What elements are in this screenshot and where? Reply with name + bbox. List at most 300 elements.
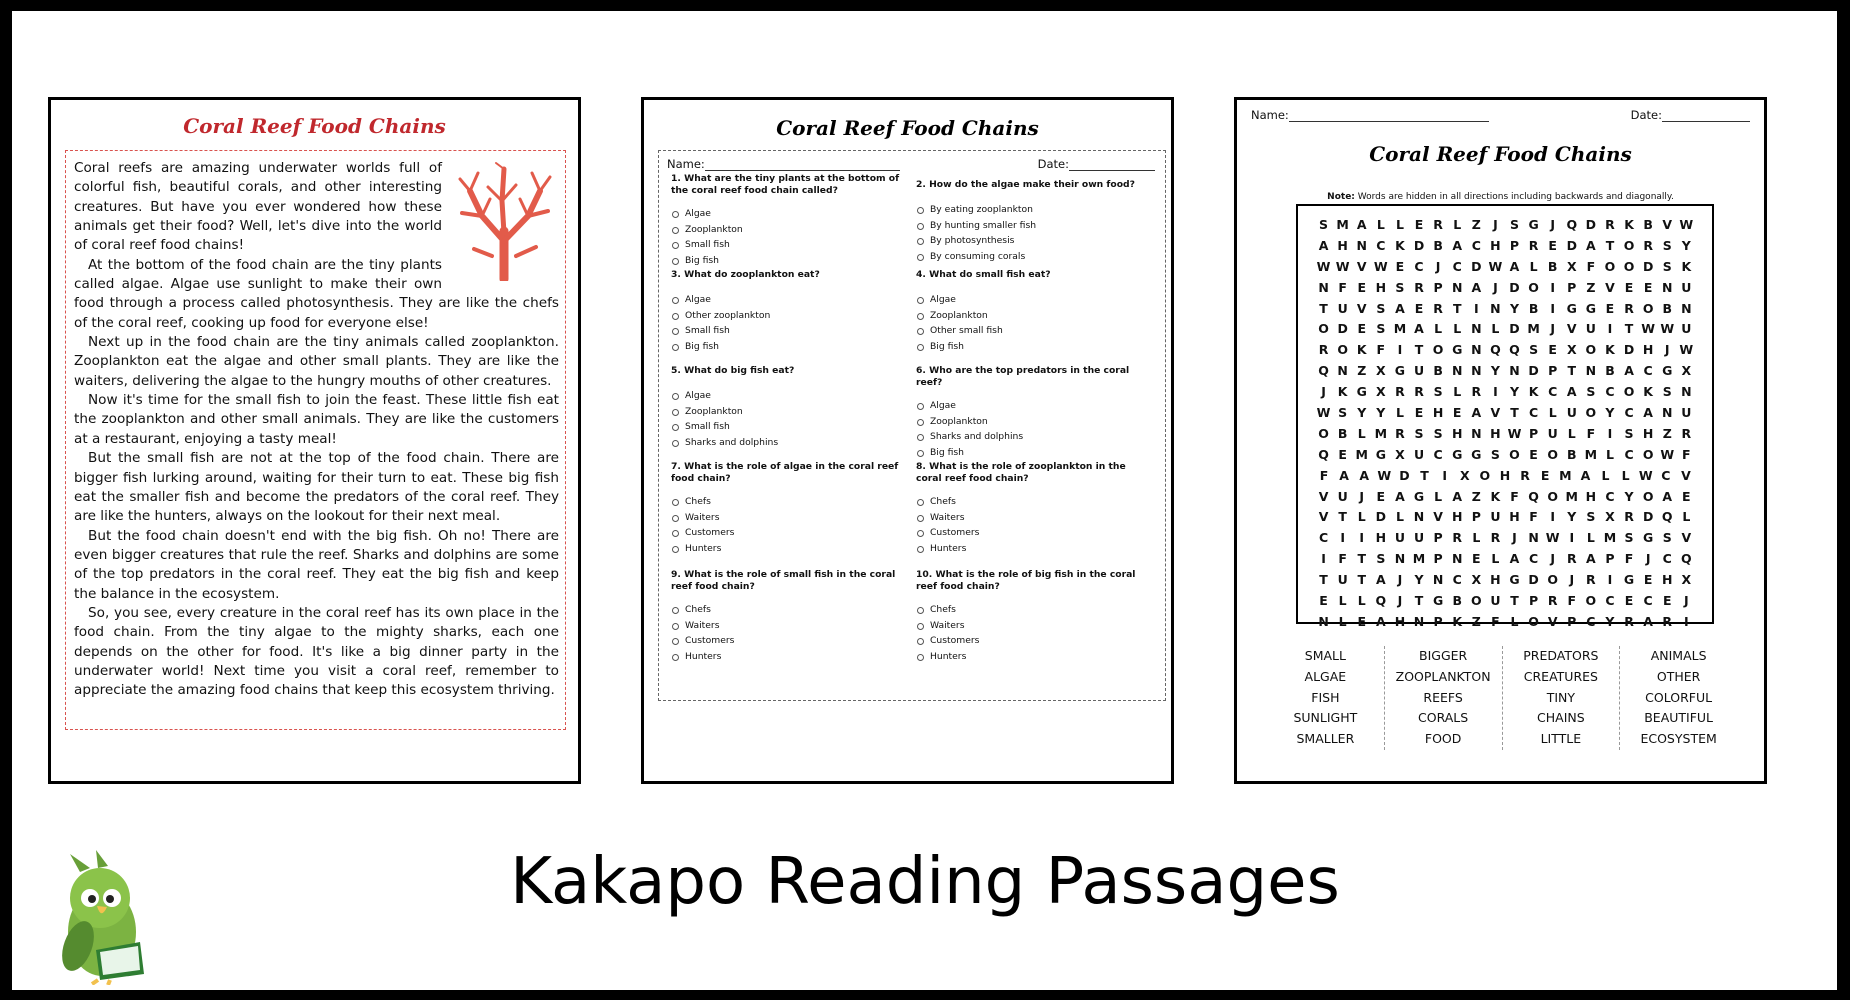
grid-letter[interactable]: R	[1414, 279, 1424, 295]
grid-letter[interactable]: U	[1413, 446, 1425, 462]
grid-letter[interactable]: C	[1624, 446, 1634, 462]
grid-letter[interactable]: H	[1490, 425, 1501, 441]
grid-letter[interactable]: H	[1662, 572, 1673, 588]
letter-grid[interactable]	[1296, 204, 1714, 629]
grid-letter[interactable]: B	[1433, 237, 1443, 253]
grid-letter[interactable]: N	[1451, 279, 1463, 295]
grid-letter[interactable]: A	[1580, 467, 1591, 483]
grid-letter[interactable]: X	[1681, 572, 1692, 588]
grid-letter[interactable]: C	[1471, 237, 1481, 253]
grid-letter[interactable]: R	[1528, 237, 1539, 253]
grid-letter[interactable]: D	[1413, 237, 1425, 253]
grid-letter[interactable]: L	[1434, 488, 1443, 504]
grid-letter[interactable]: R	[1662, 613, 1673, 629]
grid-letter[interactable]: P	[1528, 425, 1539, 441]
grid-letter[interactable]: Q	[1490, 342, 1501, 358]
grid-letter[interactable]: B	[1528, 300, 1539, 316]
grid-letter[interactable]: N	[1662, 279, 1673, 295]
grid-letter[interactable]: G	[1662, 363, 1673, 379]
grid-letter[interactable]: N	[1413, 613, 1425, 629]
grid-letter[interactable]: H	[1642, 342, 1654, 358]
grid-letter[interactable]: D	[1642, 258, 1654, 274]
grid-letter[interactable]: C	[1452, 572, 1462, 588]
grid-letter[interactable]: H	[1375, 530, 1387, 546]
grid-letter[interactable]: E	[1624, 592, 1634, 608]
grid-letter[interactable]: X	[1605, 509, 1615, 525]
grid-letter[interactable]: E	[1472, 551, 1481, 567]
grid-letter[interactable]: A	[1471, 404, 1482, 420]
grid-letter[interactable]: Q	[1375, 592, 1387, 608]
grid-letter[interactable]: L	[1682, 509, 1691, 525]
grid-letter[interactable]: J	[1493, 216, 1498, 232]
grid-letter[interactable]: R	[1605, 216, 1615, 232]
grid-letter[interactable]: H	[1451, 425, 1463, 441]
grid-letter[interactable]: Q	[1509, 342, 1520, 358]
grid-letter[interactable]: R	[1395, 384, 1405, 400]
grid-letter[interactable]: O	[1604, 258, 1616, 274]
grid-letter[interactable]: C	[1605, 488, 1615, 504]
grid-letter[interactable]: A	[1586, 551, 1596, 567]
grid-letter[interactable]: R	[1624, 613, 1634, 629]
grid-letter[interactable]: J	[1397, 572, 1403, 588]
grid-letter[interactable]: D	[1528, 363, 1539, 379]
grid-letter[interactable]: L	[1338, 613, 1347, 629]
grid-letter[interactable]: H	[1509, 509, 1520, 525]
grid-letter[interactable]: R	[1490, 530, 1501, 546]
grid-letter[interactable]: Y	[1490, 363, 1500, 379]
answer-option[interactable]: Algae	[916, 292, 1148, 308]
grid-letter[interactable]: A	[1566, 384, 1577, 400]
grid-letter[interactable]: F	[1491, 613, 1500, 629]
grid-letter[interactable]: R	[1566, 551, 1577, 567]
grid-letter[interactable]: W	[1488, 258, 1503, 274]
grid-letter[interactable]: G	[1471, 446, 1482, 462]
grid-letter[interactable]: Y	[1605, 613, 1615, 629]
grid-letter[interactable]: O	[1528, 279, 1539, 295]
grid-letter[interactable]: C	[1643, 592, 1653, 608]
answer-option[interactable]: Waiters	[671, 618, 903, 634]
grid-letter[interactable]: W	[1316, 258, 1331, 274]
grid-letter[interactable]: U	[1394, 530, 1405, 546]
answer-option[interactable]: Waiters	[671, 510, 903, 526]
grid-letter[interactable]: R	[1452, 530, 1463, 546]
grid-letter[interactable]: B	[1337, 425, 1348, 441]
grid-letter[interactable]: I	[1684, 613, 1689, 629]
grid-letter[interactable]: K	[1624, 216, 1634, 232]
answer-option[interactable]: Zooplankton	[671, 222, 903, 238]
grid-letter[interactable]: О	[1642, 300, 1654, 316]
grid-letter[interactable]: V	[1681, 467, 1691, 483]
grid-letter[interactable]: J	[1435, 258, 1441, 274]
grid-letter[interactable]: N	[1432, 572, 1444, 588]
grid-letter[interactable]: J	[1684, 592, 1689, 608]
grid-letter[interactable]: M	[1559, 467, 1572, 483]
grid-letter[interactable]: A	[1662, 488, 1673, 504]
grid-letter[interactable]: W	[1507, 425, 1522, 441]
grid-letter[interactable]: N	[1394, 551, 1406, 567]
grid-letter[interactable]: G	[1452, 446, 1463, 462]
grid-letter[interactable]: O	[1585, 342, 1597, 358]
grid-letter[interactable]: E	[1452, 404, 1462, 420]
grid-letter[interactable]: W	[1679, 342, 1694, 358]
grid-letter[interactable]: S	[1338, 404, 1348, 420]
answer-option[interactable]: Zooplankton	[916, 414, 1148, 430]
name-line[interactable]	[705, 159, 900, 171]
grid-letter[interactable]: O	[1547, 446, 1558, 462]
answer-option[interactable]: Algae	[916, 398, 1148, 414]
grid-letter[interactable]: O	[1318, 321, 1329, 337]
grid-letter[interactable]: V	[1566, 321, 1577, 337]
grid-letter[interactable]: C	[1605, 592, 1615, 608]
grid-letter[interactable]: N	[1318, 279, 1329, 295]
answer-option[interactable]: Algae	[671, 388, 903, 404]
grid-letter[interactable]: K	[1490, 488, 1501, 504]
grid-letter[interactable]: E	[1605, 300, 1615, 316]
grid-letter[interactable]: S	[1662, 258, 1672, 274]
grid-letter[interactable]: N	[1528, 530, 1539, 546]
grid-letter[interactable]: F	[1319, 467, 1329, 483]
grid-letter[interactable]: Z	[1471, 216, 1481, 232]
grid-letter[interactable]: S	[1490, 446, 1500, 462]
grid-letter[interactable]: D	[1399, 467, 1410, 483]
grid-letter[interactable]: L	[1395, 509, 1404, 525]
grid-letter[interactable]: U	[1547, 425, 1558, 441]
grid-letter[interactable]: A	[1452, 237, 1463, 253]
grid-letter[interactable]: H	[1394, 613, 1406, 629]
grid-letter[interactable]: G	[1643, 530, 1654, 546]
grid-letter[interactable]: F	[1624, 551, 1634, 567]
grid-letter[interactable]: R	[1414, 384, 1424, 400]
grid-letter[interactable]: G	[1432, 592, 1444, 608]
answer-option[interactable]: Algae	[671, 292, 903, 308]
grid-letter[interactable]: O	[1585, 404, 1597, 420]
grid-letter[interactable]: L	[1453, 216, 1462, 232]
grid-letter[interactable]: S	[1395, 279, 1405, 295]
grid-letter[interactable]: I	[1607, 572, 1613, 588]
grid-letter[interactable]: B	[1643, 216, 1653, 232]
grid-letter[interactable]: L	[1605, 446, 1614, 462]
grid-letter[interactable]: J	[1493, 279, 1498, 295]
grid-letter[interactable]: B	[1547, 258, 1558, 274]
grid-letter[interactable]: M	[1527, 321, 1540, 337]
grid-letter[interactable]: P	[1567, 279, 1577, 295]
grid-letter[interactable]: L	[1586, 530, 1595, 546]
grid-letter[interactable]: R	[1624, 300, 1634, 316]
grid-letter[interactable]: R	[1395, 425, 1405, 441]
grid-letter[interactable]: M	[1374, 425, 1388, 441]
grid-letter[interactable]: B	[1433, 363, 1443, 379]
answer-option[interactable]: Big fish	[671, 339, 903, 355]
grid-letter[interactable]: E	[1624, 279, 1634, 295]
grid-letter[interactable]: Q	[1318, 446, 1329, 462]
grid-letter[interactable]: T	[1624, 321, 1634, 337]
grid-letter[interactable]: E	[1357, 279, 1366, 295]
grid-letter[interactable]: Y	[1414, 572, 1424, 588]
grid-letter[interactable]: I	[1607, 425, 1613, 441]
grid-letter[interactable]: D	[1471, 258, 1482, 274]
grid-letter[interactable]: H	[1432, 404, 1444, 420]
date-line[interactable]	[1662, 110, 1750, 122]
grid-letter[interactable]: K	[1528, 384, 1539, 400]
grid-letter[interactable]: U	[1337, 488, 1348, 504]
answer-option[interactable]: Hunters	[916, 541, 1148, 557]
answer-option[interactable]: By hunting smaller fish	[916, 218, 1148, 234]
grid-letter[interactable]: H	[1585, 488, 1597, 504]
answer-option[interactable]: Zooplankton	[671, 404, 903, 420]
grid-letter[interactable]: O	[1623, 237, 1635, 253]
grid-letter[interactable]: V	[1547, 613, 1558, 629]
answer-option[interactable]: Big fish	[916, 339, 1148, 355]
grid-letter[interactable]: U	[1681, 321, 1692, 337]
grid-letter[interactable]: E	[1357, 321, 1366, 337]
grid-letter[interactable]: P	[1509, 237, 1520, 253]
grid-letter[interactable]: S	[1529, 342, 1539, 358]
grid-letter[interactable]: Y	[1681, 237, 1691, 253]
grid-letter[interactable]: K	[1605, 342, 1615, 358]
grid-letter[interactable]: H	[1490, 572, 1501, 588]
grid-letter[interactable]: G	[1375, 446, 1386, 462]
grid-letter[interactable]: I	[1550, 300, 1555, 316]
answer-option[interactable]: Customers	[671, 525, 903, 541]
answer-option[interactable]: Big fish	[671, 253, 903, 269]
grid-letter[interactable]: F	[1338, 551, 1347, 567]
grid-letter[interactable]: M	[1336, 216, 1349, 232]
grid-letter[interactable]: W	[1316, 404, 1331, 420]
grid-letter[interactable]: G	[1509, 572, 1520, 588]
grid-letter[interactable]: N	[1413, 509, 1425, 525]
grid-letter[interactable]: O	[1547, 488, 1558, 504]
grid-letter[interactable]: O	[1318, 425, 1329, 441]
grid-letter[interactable]: F	[1567, 592, 1577, 608]
grid-letter[interactable]: P	[1433, 613, 1443, 629]
grid-letter[interactable]: E	[1548, 237, 1557, 253]
answer-option[interactable]: Customers	[916, 525, 1148, 541]
grid-letter[interactable]: Z	[1357, 363, 1367, 379]
answer-option[interactable]: Sharks and dolphins	[671, 435, 903, 451]
grid-letter[interactable]: A	[1395, 300, 1405, 316]
grid-letter[interactable]: Y	[1509, 384, 1520, 400]
grid-letter[interactable]: W	[1373, 258, 1388, 274]
grid-letter[interactable]: S	[1624, 425, 1634, 441]
grid-letter[interactable]: L	[1395, 404, 1404, 420]
grid-letter[interactable]: K	[1643, 384, 1653, 400]
grid-letter[interactable]: R	[1520, 467, 1530, 483]
grid-letter[interactable]: E	[1414, 404, 1424, 420]
grid-letter[interactable]: E	[1643, 279, 1653, 295]
grid-letter[interactable]: A	[1375, 613, 1386, 629]
grid-letter[interactable]: E	[1662, 592, 1672, 608]
grid-letter[interactable]: Z	[1471, 488, 1481, 504]
grid-letter[interactable]: O	[1642, 446, 1654, 462]
grid-letter[interactable]: L	[1510, 613, 1519, 629]
grid-letter[interactable]: N	[1356, 237, 1367, 253]
answer-option[interactable]: Sharks and dolphins	[916, 429, 1148, 445]
grid-letter[interactable]: R	[1471, 384, 1482, 400]
grid-letter[interactable]: D	[1337, 321, 1348, 337]
grid-letter[interactable]: L	[1395, 216, 1404, 232]
grid-letter[interactable]: W	[1377, 467, 1392, 483]
grid-letter[interactable]: L	[1453, 384, 1462, 400]
grid-letter[interactable]: R	[1433, 300, 1443, 316]
grid-letter[interactable]: V	[1681, 530, 1692, 546]
grid-letter[interactable]: O	[1509, 446, 1520, 462]
grid-letter[interactable]: V	[1605, 279, 1615, 295]
grid-letter[interactable]: A	[1318, 237, 1329, 253]
grid-letter[interactable]: E	[1376, 488, 1386, 504]
grid-letter[interactable]: C	[1376, 237, 1386, 253]
grid-letter[interactable]: X	[1395, 446, 1405, 462]
grid-letter[interactable]: U	[1490, 509, 1501, 525]
grid-letter[interactable]: U	[1337, 300, 1348, 316]
grid-letter[interactable]: Q	[1528, 488, 1539, 504]
grid-letter[interactable]: O	[1470, 592, 1482, 608]
grid-letter[interactable]: R	[1433, 216, 1443, 232]
grid-letter[interactable]: T	[1605, 237, 1615, 253]
grid-letter[interactable]: X	[1471, 572, 1482, 588]
grid-letter[interactable]: F	[1586, 425, 1596, 441]
answer-option[interactable]: Hunters	[671, 541, 903, 557]
grid-letter[interactable]: N	[1585, 363, 1597, 379]
grid-letter[interactable]: U	[1413, 363, 1425, 379]
grid-letter[interactable]: V	[1356, 300, 1367, 316]
grid-letter[interactable]: G	[1585, 300, 1596, 316]
grid-letter[interactable]: G	[1452, 342, 1463, 358]
grid-letter[interactable]: F	[1510, 488, 1519, 504]
grid-letter[interactable]: J	[1512, 530, 1517, 546]
grid-letter[interactable]: C	[1548, 384, 1558, 400]
grid-letter[interactable]: M	[1355, 446, 1368, 462]
grid-letter[interactable]: S	[1414, 425, 1424, 441]
answer-option[interactable]: Chefs	[916, 494, 1148, 510]
grid-letter[interactable]: Y	[1376, 404, 1386, 420]
grid-letter[interactable]: J	[1359, 488, 1365, 504]
grid-letter[interactable]: L	[1357, 592, 1366, 608]
grid-letter[interactable]: A	[1339, 467, 1349, 483]
grid-letter[interactable]: T	[1510, 404, 1519, 420]
grid-letter[interactable]: K	[1337, 384, 1348, 400]
grid-letter[interactable]: I	[1493, 384, 1498, 400]
grid-letter[interactable]: F	[1682, 446, 1691, 462]
grid-letter[interactable]: B	[1662, 300, 1672, 316]
answer-option[interactable]: Waiters	[916, 510, 1148, 526]
grid-letter[interactable]: P	[1605, 551, 1615, 567]
grid-letter[interactable]: T	[1414, 342, 1424, 358]
grid-letter[interactable]: N	[1471, 342, 1482, 358]
grid-letter[interactable]: S	[1319, 216, 1329, 232]
grid-letter[interactable]: N	[1471, 363, 1482, 379]
grid-letter[interactable]: C	[1605, 384, 1615, 400]
grid-letter[interactable]: H	[1499, 467, 1511, 483]
grid-letter[interactable]: N	[1451, 551, 1463, 567]
grid-letter[interactable]: H	[1337, 237, 1348, 253]
grid-letter[interactable]: S	[1662, 237, 1672, 253]
grid-letter[interactable]: P	[1471, 509, 1481, 525]
grid-letter[interactable]: A	[1375, 572, 1386, 588]
grid-letter[interactable]: D	[1528, 572, 1539, 588]
grid-letter[interactable]: Y	[1567, 509, 1577, 525]
grid-letter[interactable]: R	[1681, 425, 1692, 441]
grid-letter[interactable]: M	[1603, 530, 1617, 546]
grid-letter[interactable]: C	[1528, 404, 1539, 420]
grid-letter[interactable]: T	[1319, 572, 1328, 588]
grid-letter[interactable]: G	[1623, 572, 1635, 588]
grid-letter[interactable]: S	[1624, 530, 1634, 546]
grid-letter[interactable]: U	[1681, 404, 1692, 420]
grid-letter[interactable]: U	[1490, 592, 1501, 608]
grid-letter[interactable]: H	[1375, 279, 1387, 295]
grid-letter[interactable]: U	[1585, 321, 1596, 337]
grid-letter[interactable]: N	[1337, 363, 1348, 379]
answer-option[interactable]: Chefs	[916, 602, 1148, 618]
grid-letter[interactable]: C	[1528, 551, 1539, 567]
grid-letter[interactable]: Q	[1681, 551, 1692, 567]
grid-letter[interactable]: A	[1643, 613, 1653, 629]
grid-letter[interactable]: M	[1565, 488, 1578, 504]
grid-letter[interactable]: U	[1681, 279, 1692, 295]
grid-letter[interactable]: L	[1357, 425, 1366, 441]
grid-letter[interactable]: J	[1645, 551, 1651, 567]
grid-letter[interactable]: F	[1338, 279, 1347, 295]
grid-letter[interactable]: I	[1442, 467, 1447, 483]
grid-letter[interactable]: X	[1566, 342, 1577, 358]
answer-option[interactable]: Small fish	[671, 419, 903, 435]
grid-letter[interactable]: I	[1397, 342, 1403, 358]
grid-letter[interactable]: O	[1479, 467, 1491, 483]
grid-letter[interactable]: L	[1453, 321, 1462, 337]
grid-letter[interactable]: C	[1643, 363, 1653, 379]
grid-letter[interactable]: K	[1452, 613, 1463, 629]
grid-letter[interactable]: C	[1662, 551, 1672, 567]
grid-letter[interactable]: L	[1621, 467, 1630, 483]
grid-letter[interactable]: S	[1376, 321, 1386, 337]
grid-letter[interactable]: G	[1566, 300, 1577, 316]
grid-letter[interactable]: R	[1624, 509, 1634, 525]
grid-letter[interactable]: A	[1452, 488, 1463, 504]
grid-letter[interactable]: F	[1376, 342, 1386, 358]
grid-letter[interactable]: O	[1432, 342, 1444, 358]
grid-letter[interactable]: B	[1567, 446, 1577, 462]
grid-letter[interactable]: U	[1413, 530, 1425, 546]
grid-letter[interactable]: O	[1623, 258, 1635, 274]
grid-letter[interactable]: S	[1433, 425, 1443, 441]
grid-letter[interactable]: W	[1545, 530, 1560, 546]
grid-letter[interactable]: C	[1661, 467, 1671, 483]
grid-letter[interactable]: A	[1471, 279, 1482, 295]
grid-letter[interactable]: E	[1643, 572, 1653, 588]
grid-letter[interactable]: E	[1338, 446, 1347, 462]
grid-letter[interactable]: L	[1472, 530, 1481, 546]
grid-letter[interactable]: A	[1509, 551, 1520, 567]
answer-option[interactable]: Small fish	[671, 237, 903, 253]
grid-letter[interactable]: E	[1548, 342, 1557, 358]
grid-letter[interactable]: I	[1359, 530, 1365, 546]
grid-letter[interactable]: F	[1586, 258, 1596, 274]
grid-letter[interactable]: E	[1357, 613, 1366, 629]
answer-option[interactable]: Customers	[916, 633, 1148, 649]
grid-letter[interactable]: N	[1471, 425, 1482, 441]
grid-letter[interactable]: C	[1452, 258, 1462, 274]
grid-letter[interactable]: T	[1452, 300, 1462, 316]
grid-letter[interactable]: G	[1528, 216, 1539, 232]
grid-letter[interactable]: T	[1510, 592, 1519, 608]
grid-letter[interactable]: K	[1356, 342, 1367, 358]
grid-letter[interactable]: W	[1660, 446, 1675, 462]
grid-letter[interactable]: Y	[1357, 404, 1367, 420]
grid-letter[interactable]: N	[1451, 363, 1463, 379]
name-line[interactable]	[1289, 110, 1489, 122]
grid-letter[interactable]: O	[1528, 613, 1539, 629]
grid-letter[interactable]: L	[1376, 216, 1385, 232]
